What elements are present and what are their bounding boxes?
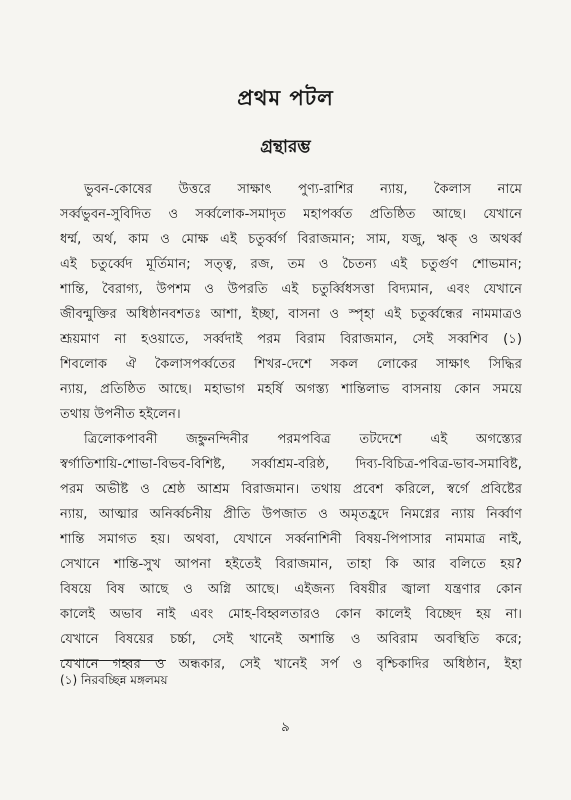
text-line: যেখানে গহ্বর ও অন্ধকার, সেই খানেই সর্প ও বৃশ্চিকাদির অধিষ্ঠান, ইহা (60, 657, 522, 672)
text-line: পরম অভীষ্ট ও শ্রেষ্ঠ আশ্রম বিরাজমান। তথায় প্রবেশ করিলে, স্বর্গে প্রবিষ্টের (60, 482, 522, 497)
text-line: ধর্ম্ম, অর্থ, কাম ও মোক্ষ এই চতুর্ব্বর্গ বিরাজমান; সাম, যজু, ঋক্ ও অথর্ব্ব (60, 232, 522, 247)
text-line: বিষয়ে বিষ আছে ও অগ্নি আছে। এইজন্য বিষয়ীর জ্বালা যন্ত্রণার কোন (60, 582, 522, 597)
chapter-title: প্রথম পটল (237, 86, 334, 110)
text-line: শান্তি, বৈরাগ্য, উপশম ও উপরতি এই চতুর্ব্বিধসত্তা বিদ্যমান, এবং যেখানে (60, 282, 522, 297)
page-number: ৯ (281, 720, 290, 735)
footnote-divider (60, 660, 166, 661)
text-line: কালেই অভাব নাই এবং মোহ-বিহ্বলতারও কোন কালেই বিচ্ছেদ হয় না। (60, 607, 522, 622)
text-line: সেখানে শান্তি-সুখ আপনা হইতেই বিরাজমান, তাহা কি আর বলিতে হয়? (60, 557, 522, 572)
text-line: স্বর্গাতিশায়ি-শোভা-বিভব-বিশিষ্ট, সর্ব্বাশ্রম-বরিষ্ঠ, দিব্য-বিচিত্র-পবিত্র-ভাব-সমাবিষ্ট, (60, 457, 522, 472)
text-line: এই চতুর্ব্বেদ মূর্তিমান; সত্ত্ব, রজ, তম ও চৈতন্য এই চতুর্গুণ শোভমান; (60, 257, 522, 272)
text-line: ন্যায়, আত্মার অনির্ব্বচনীয় প্রীতি উপজাত ও অমৃতহ্রদে নিমগ্নের ন্যায় নির্ব্বাণ (60, 507, 522, 522)
text-line: শিবলোক ঐ কৈলাসপর্ব্বতের শিখর-দেশে সকল লোকের সাক্ষাৎ সিদ্ধির (60, 357, 522, 372)
text-line: ন্যায়, প্রতিষ্ঠিত আছে। মহাভাগ মহর্ষি অগস্ত্য শান্তিলাভ বাসনায় কোন সময়ে (60, 382, 522, 397)
section-title: গ্রন্থারম্ভ (260, 137, 311, 157)
text-line: সর্ব্বভুবন-সুবিদিত ও সর্ব্বলোক-সমাদৃত মহাপর্ব্বত প্রতিষ্ঠিত আছে। যেখানে (60, 207, 522, 222)
text-line: জীবন্মুক্তির অধিষ্ঠানবশতঃ আশা, ইচ্ছা, বাসনা ও স্পৃহা এই চতুর্ব্বন্ধের নামমাত্রও (60, 307, 522, 322)
text-line: শান্তি সমাগত হয়। অথবা, যেখানে সর্ব্বনাশিনী বিষয়-পিপাসার নামমাত্র নাই, (60, 532, 522, 547)
text-line: তথায় উপনীত হইলেন। (60, 407, 181, 422)
text-line: যেখানে বিষয়ের চর্চ্চা, সেই খানেই অশান্তি ও অবিরাম অবস্থিতি করে; (60, 632, 522, 647)
text-line: শ্রূয়মাণ না হওয়াতে, সর্ব্বদাই পরম বিরাম বিরাজমান, সেই সব্বশিব (১) (60, 332, 522, 347)
text-line: ভুবন-কোষের উত্তরে সাক্ষাৎ পুণ্য-রাশির ন্যায়, কৈলাস নামে (84, 182, 522, 197)
body-text (60, 177, 522, 677)
text-line: ত্রিলোকপাবনী জহ্নুনন্দিনীর পরমপবিত্র তটদেশে এই অগস্ত্যের (84, 432, 522, 447)
footnote: (১) নিরবচ্ছিন্ন মঙ্গলময় (60, 673, 168, 687)
